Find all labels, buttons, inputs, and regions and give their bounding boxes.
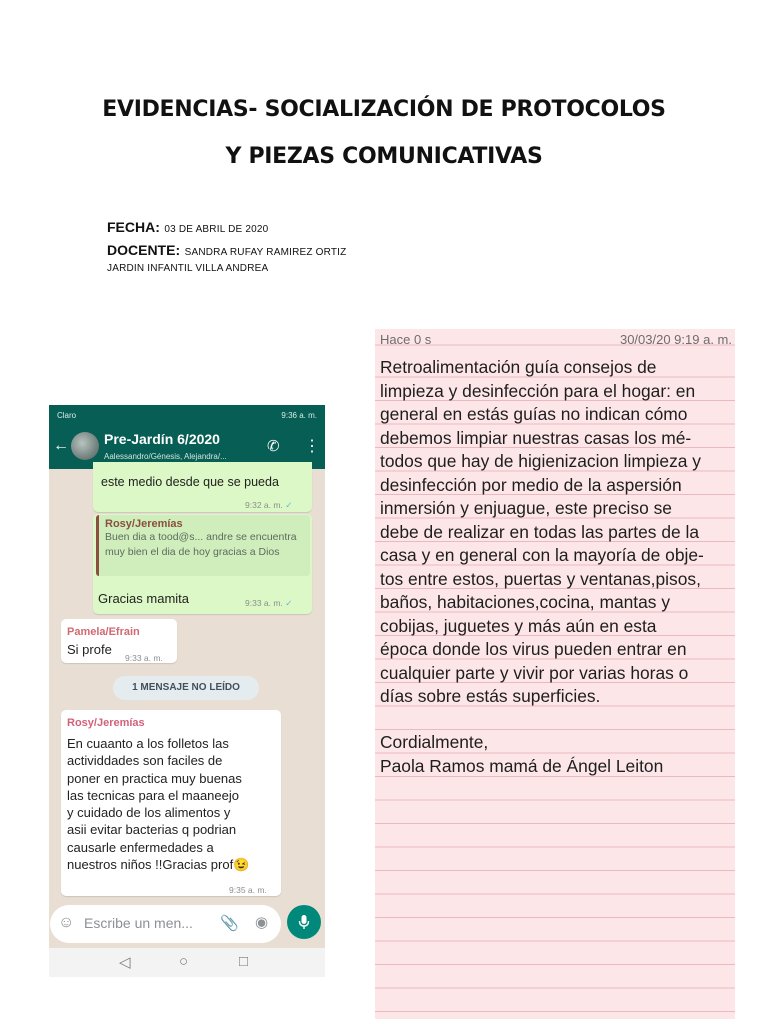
message-time: 9:33 a. m. (125, 653, 163, 663)
group-name[interactable]: Pre-Jardín 6/2020 (104, 431, 220, 447)
message-text: En cuaanto a los folletos las actividdades son faciles de poner en practica muy buenas las tecnicas para el maaneejo y cuidado de los alimentos y asii evitar bacterias q podrian causarle enfermedades a nuestros niños !!Gracias prof😉 (67, 736, 250, 873)
quoted-sender: Rosy/Jeremías (105, 518, 183, 530)
status-bar (49, 405, 325, 425)
message-time: 9:35 a. m. (229, 885, 267, 895)
android-nav-bar (49, 948, 325, 977)
note-date: 30/03/20 9:19 a. m. (619, 332, 732, 347)
message-sender: Pamela/Efrain (67, 626, 140, 638)
docente-row (107, 242, 346, 260)
school-name: JARDIN INFANTIL VILLA ANDREA (107, 263, 269, 274)
message-time: 9:32 a. m. ✓ (245, 500, 293, 510)
status-time: 9:36 a. m. (281, 410, 317, 420)
attach-icon[interactable]: 📎 (220, 915, 239, 932)
check-icon: ✓ (285, 500, 293, 510)
note-signer: Paola Ramos mamá de Ángel Leiton (380, 755, 664, 776)
back-nav-icon[interactable]: ◁ (119, 954, 131, 971)
document-title-line1: EVIDENCIAS- SOCIALIZACIÓN DE PROTOCOLOS (102, 97, 666, 122)
more-vert-icon[interactable]: ⋮ (304, 438, 320, 455)
fecha-row (107, 219, 268, 237)
note-closing: Cordialmente, (380, 732, 489, 752)
microphone-icon (298, 914, 310, 930)
note-signature (380, 731, 663, 778)
check-icon: ✓ (285, 598, 293, 608)
message-text: Gracias mamita (98, 591, 190, 606)
note-card (375, 329, 735, 1019)
fecha-value: 03 DE ABRIL DE 2020 (164, 224, 269, 235)
quoted-text: Buen dia a tood@s... andre se encuentra muy bien el dia de hoy gracias a Dios (105, 531, 297, 558)
home-nav-icon[interactable]: ○ (179, 953, 189, 970)
note-header (380, 332, 732, 352)
emoji-icon[interactable]: ☺ (58, 914, 75, 931)
message-input[interactable] (50, 905, 281, 943)
arrow-left-icon[interactable]: ← (53, 437, 69, 454)
group-members: Aalessandro/Génesis, Alejandra/... (104, 452, 227, 461)
message-text: Si profe (67, 642, 112, 657)
quoted-message[interactable] (96, 515, 310, 576)
note-body: Retroalimentación guía consejos de limpieza y desinfección para el hogar: en general en estás guías no indican cómo debemos limpiar nuestras casas los mé- todos que hay de higienizacion limpieza y desinfección por medio de la aspersión inmersión y enjuague, este preciso se debe de realizar en todas las partes de la casa y en general con la mayoría de obje- tos entre estos, puertas y ventanas,pisos, baños, habitaciones,cocina, mantas y cobijas, juguetes y más aún en esta época donde los virus pueden entrar en cualquier parte y vivir por varias horas o días sobre estás superficies. (380, 357, 704, 706)
docente-label: DOCENTE: (107, 242, 181, 258)
message-bubble-3[interactable] (61, 619, 177, 663)
add-call-icon[interactable]: ✆ (267, 438, 280, 455)
microphone-button[interactable] (287, 905, 321, 939)
message-bubble-4[interactable] (61, 710, 281, 896)
recents-nav-icon[interactable]: □ (239, 953, 249, 970)
camera-icon[interactable]: ◉ (255, 914, 269, 931)
unread-badge: 1 MENSAJE NO LEÍDO (113, 676, 259, 700)
group-avatar[interactable] (71, 432, 99, 460)
docente-value: SANDRA RUFAY RAMIREZ ORTIZ (184, 247, 347, 258)
message-sender: Rosy/Jeremías (67, 717, 145, 729)
note-age: Hace 0 s (380, 332, 432, 347)
message-text: este medio desde que se pueda (101, 475, 279, 489)
message-placeholder: Escribe un men... (84, 915, 193, 931)
message-bubble-1[interactable] (93, 468, 312, 512)
message-time: 9:33 a. m. ✓ (245, 598, 293, 608)
carrier-label: Claro (57, 410, 77, 420)
document-title-line2: Y PIEZAS COMUNICATIVAS (225, 144, 543, 169)
fecha-label: FECHA: (107, 219, 160, 235)
